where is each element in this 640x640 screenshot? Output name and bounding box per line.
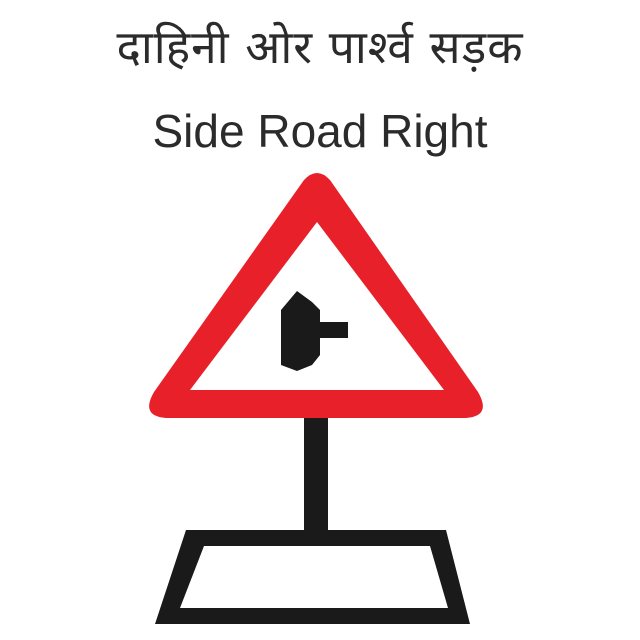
sign-pole: [304, 405, 328, 540]
title-english: Side Road Right: [152, 105, 488, 157]
title-hindi: दाहिनी ओर पार्श्व सड़क: [116, 20, 524, 74]
sign-base-frame: [155, 530, 470, 624]
